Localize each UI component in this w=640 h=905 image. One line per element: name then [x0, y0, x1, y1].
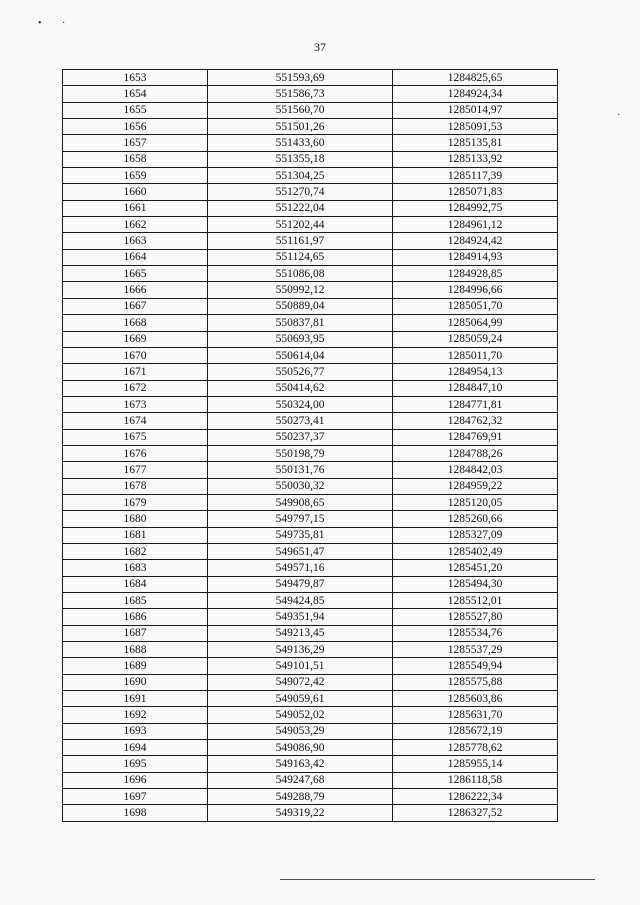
point-number-cell: 1687: [63, 625, 208, 641]
x-coordinate-cell: 551270,74: [208, 184, 393, 200]
table-row: [63, 756, 558, 772]
y-coordinate-cell: 1285133,92: [393, 151, 558, 167]
table-row: [63, 151, 558, 167]
point-number-cell: 1660: [63, 184, 208, 200]
scan-mark: •: [38, 18, 42, 29]
y-coordinate-cell: 1285327,09: [393, 527, 558, 543]
point-number-cell: 1690: [63, 674, 208, 690]
y-coordinate-cell: 1285014,97: [393, 102, 558, 118]
point-number-cell: 1680: [63, 511, 208, 527]
x-coordinate-cell: 549424,85: [208, 593, 393, 609]
y-coordinate-cell: 1284954,13: [393, 364, 558, 380]
x-coordinate-cell: 550273,41: [208, 413, 393, 429]
x-coordinate-cell: 549351,94: [208, 609, 393, 625]
x-coordinate-cell: 549797,15: [208, 511, 393, 527]
y-coordinate-cell: 1285631,70: [393, 707, 558, 723]
y-coordinate-cell: 1286118,58: [393, 772, 558, 788]
table-row: [63, 282, 558, 298]
y-coordinate-cell: 1285512,01: [393, 593, 558, 609]
table-row: [63, 380, 558, 396]
y-coordinate-cell: 1284825,65: [393, 70, 558, 86]
y-coordinate-cell: 1285603,86: [393, 691, 558, 707]
point-number-cell: 1688: [63, 642, 208, 658]
x-coordinate-cell: 551086,08: [208, 266, 393, 282]
y-coordinate-cell: 1285534,76: [393, 625, 558, 641]
x-coordinate-cell: 550837,81: [208, 315, 393, 331]
table-row: [63, 233, 558, 249]
point-number-cell: 1684: [63, 576, 208, 592]
table-row: [63, 364, 558, 380]
x-coordinate-cell: 549288,79: [208, 789, 393, 805]
x-coordinate-cell: 550324,00: [208, 396, 393, 412]
y-coordinate-cell: 1284992,75: [393, 200, 558, 216]
point-number-cell: 1662: [63, 217, 208, 233]
table-body: [63, 70, 558, 822]
y-coordinate-cell: 1284959,22: [393, 478, 558, 494]
table-row: [63, 593, 558, 609]
x-coordinate-cell: 550889,04: [208, 298, 393, 314]
point-number-cell: 1674: [63, 413, 208, 429]
table-row: [63, 249, 558, 265]
table-row: [63, 609, 558, 625]
page-number: 37: [314, 40, 326, 54]
table-row: [63, 543, 558, 559]
y-coordinate-cell: 1284771,81: [393, 396, 558, 412]
point-number-cell: 1670: [63, 347, 208, 363]
y-coordinate-cell: 1284961,12: [393, 217, 558, 233]
x-coordinate-cell: 549319,22: [208, 805, 393, 821]
y-coordinate-cell: 1285051,70: [393, 298, 558, 314]
table-row: [63, 331, 558, 347]
point-number-cell: 1686: [63, 609, 208, 625]
y-coordinate-cell: 1285549,94: [393, 658, 558, 674]
table-row: [63, 707, 558, 723]
y-coordinate-cell: 1285064,99: [393, 315, 558, 331]
y-coordinate-cell: 1285451,20: [393, 560, 558, 576]
point-number-cell: 1692: [63, 707, 208, 723]
table-row: [63, 674, 558, 690]
table-row: [63, 462, 558, 478]
point-number-cell: 1691: [63, 691, 208, 707]
table-row: [63, 511, 558, 527]
y-coordinate-cell: 1285091,53: [393, 119, 558, 135]
x-coordinate-cell: 549651,47: [208, 543, 393, 559]
point-number-cell: 1666: [63, 282, 208, 298]
point-number-cell: 1658: [63, 151, 208, 167]
point-number-cell: 1655: [63, 102, 208, 118]
y-coordinate-cell: 1284996,66: [393, 282, 558, 298]
y-coordinate-cell: 1285494,30: [393, 576, 558, 592]
point-number-cell: 1657: [63, 135, 208, 151]
x-coordinate-cell: 549735,81: [208, 527, 393, 543]
y-coordinate-cell: 1285778,62: [393, 740, 558, 756]
table-row: [63, 658, 558, 674]
y-coordinate-cell: 1285527,80: [393, 609, 558, 625]
x-coordinate-cell: 551501,26: [208, 119, 393, 135]
x-coordinate-cell: 549059,61: [208, 691, 393, 707]
point-number-cell: 1668: [63, 315, 208, 331]
table-row: [63, 740, 558, 756]
y-coordinate-cell: 1286327,52: [393, 805, 558, 821]
y-coordinate-cell: 1284847,10: [393, 380, 558, 396]
x-coordinate-cell: 551433,60: [208, 135, 393, 151]
y-coordinate-cell: 1284928,85: [393, 266, 558, 282]
table-row: [63, 184, 558, 200]
point-number-cell: 1677: [63, 462, 208, 478]
y-coordinate-cell: 1284769,91: [393, 429, 558, 445]
table-row: [63, 396, 558, 412]
y-coordinate-cell: 1285672,19: [393, 723, 558, 739]
point-number-cell: 1664: [63, 249, 208, 265]
table-row: [63, 315, 558, 331]
x-coordinate-cell: 549247,68: [208, 772, 393, 788]
scan-mark: ·: [62, 18, 66, 29]
table-row: [63, 805, 558, 821]
table-row: [63, 347, 558, 363]
y-coordinate-cell: 1285402,49: [393, 543, 558, 559]
point-number-cell: 1672: [63, 380, 208, 396]
point-number-cell: 1695: [63, 756, 208, 772]
table-row: [63, 86, 558, 102]
x-coordinate-cell: 549072,42: [208, 674, 393, 690]
x-coordinate-cell: 549136,29: [208, 642, 393, 658]
point-number-cell: 1673: [63, 396, 208, 412]
y-coordinate-cell: 1284842,03: [393, 462, 558, 478]
x-coordinate-cell: 551124,65: [208, 249, 393, 265]
table-row: [63, 723, 558, 739]
y-coordinate-cell: 1285011,70: [393, 347, 558, 363]
y-coordinate-cell: 1285575,88: [393, 674, 558, 690]
point-number-cell: 1685: [63, 593, 208, 609]
point-number-cell: 1675: [63, 429, 208, 445]
table-row: [63, 691, 558, 707]
point-number-cell: 1682: [63, 543, 208, 559]
table-row: [63, 217, 558, 233]
table-row: [63, 429, 558, 445]
table-row: [63, 135, 558, 151]
coordinates-table: [62, 69, 558, 822]
y-coordinate-cell: 1284914,93: [393, 249, 558, 265]
y-coordinate-cell: 1285117,39: [393, 168, 558, 184]
y-coordinate-cell: 1284924,34: [393, 86, 558, 102]
x-coordinate-cell: 550414,62: [208, 380, 393, 396]
y-coordinate-cell: 1285120,05: [393, 494, 558, 510]
x-coordinate-cell: 551586,73: [208, 86, 393, 102]
x-coordinate-cell: 549086,90: [208, 740, 393, 756]
table-row: [63, 494, 558, 510]
point-number-cell: 1671: [63, 364, 208, 380]
point-number-cell: 1679: [63, 494, 208, 510]
point-number-cell: 1689: [63, 658, 208, 674]
y-coordinate-cell: 1284788,26: [393, 445, 558, 461]
x-coordinate-cell: 550198,79: [208, 445, 393, 461]
table-row: [63, 527, 558, 543]
table-row: [63, 560, 558, 576]
x-coordinate-cell: 551560,70: [208, 102, 393, 118]
x-coordinate-cell: 550030,32: [208, 478, 393, 494]
point-number-cell: 1676: [63, 445, 208, 461]
point-number-cell: 1667: [63, 298, 208, 314]
table-row: [63, 102, 558, 118]
point-number-cell: 1697: [63, 789, 208, 805]
y-coordinate-cell: 1286222,34: [393, 789, 558, 805]
y-coordinate-cell: 1285059,24: [393, 331, 558, 347]
table-row: [63, 478, 558, 494]
x-coordinate-cell: 551222,04: [208, 200, 393, 216]
y-coordinate-cell: 1284924,42: [393, 233, 558, 249]
table-row: [63, 298, 558, 314]
table-row: [63, 789, 558, 805]
x-coordinate-cell: 550614,04: [208, 347, 393, 363]
x-coordinate-cell: 549052,02: [208, 707, 393, 723]
x-coordinate-cell: 550526,77: [208, 364, 393, 380]
y-coordinate-cell: 1284762,32: [393, 413, 558, 429]
point-number-cell: 1669: [63, 331, 208, 347]
x-coordinate-cell: 551202,44: [208, 217, 393, 233]
table-row: [63, 576, 558, 592]
table-row: [63, 413, 558, 429]
y-coordinate-cell: 1285135,81: [393, 135, 558, 151]
table-row: [63, 625, 558, 641]
x-coordinate-cell: 551304,25: [208, 168, 393, 184]
point-number-cell: 1654: [63, 86, 208, 102]
point-number-cell: 1696: [63, 772, 208, 788]
x-coordinate-cell: 550992,12: [208, 282, 393, 298]
point-number-cell: 1659: [63, 168, 208, 184]
point-number-cell: 1694: [63, 740, 208, 756]
x-coordinate-cell: 551161,97: [208, 233, 393, 249]
footer-divider: [280, 879, 595, 880]
table-row: [63, 168, 558, 184]
x-coordinate-cell: 549908,65: [208, 494, 393, 510]
x-coordinate-cell: 549053,29: [208, 723, 393, 739]
x-coordinate-cell: 549571,16: [208, 560, 393, 576]
x-coordinate-cell: 551593,69: [208, 70, 393, 86]
y-coordinate-cell: 1285537,29: [393, 642, 558, 658]
x-coordinate-cell: 549479,87: [208, 576, 393, 592]
y-coordinate-cell: 1285955,14: [393, 756, 558, 772]
point-number-cell: 1656: [63, 119, 208, 135]
table-row: [63, 266, 558, 282]
point-number-cell: 1678: [63, 478, 208, 494]
y-coordinate-cell: 1285260,66: [393, 511, 558, 527]
point-number-cell: 1698: [63, 805, 208, 821]
point-number-cell: 1693: [63, 723, 208, 739]
point-number-cell: 1653: [63, 70, 208, 86]
x-coordinate-cell: 550131,76: [208, 462, 393, 478]
table-row: [63, 119, 558, 135]
table-row: [63, 200, 558, 216]
table-row: [63, 642, 558, 658]
x-coordinate-cell: 551355,18: [208, 151, 393, 167]
table-row: [63, 70, 558, 86]
x-coordinate-cell: 549163,42: [208, 756, 393, 772]
x-coordinate-cell: 549213,45: [208, 625, 393, 641]
point-number-cell: 1681: [63, 527, 208, 543]
x-coordinate-cell: 549101,51: [208, 658, 393, 674]
x-coordinate-cell: 550237,37: [208, 429, 393, 445]
point-number-cell: 1663: [63, 233, 208, 249]
table-row: [63, 445, 558, 461]
y-coordinate-cell: 1285071,83: [393, 184, 558, 200]
x-coordinate-cell: 550693,95: [208, 331, 393, 347]
table-row: [63, 772, 558, 788]
scan-mark: ·: [617, 110, 621, 121]
point-number-cell: 1683: [63, 560, 208, 576]
point-number-cell: 1661: [63, 200, 208, 216]
point-number-cell: 1665: [63, 266, 208, 282]
